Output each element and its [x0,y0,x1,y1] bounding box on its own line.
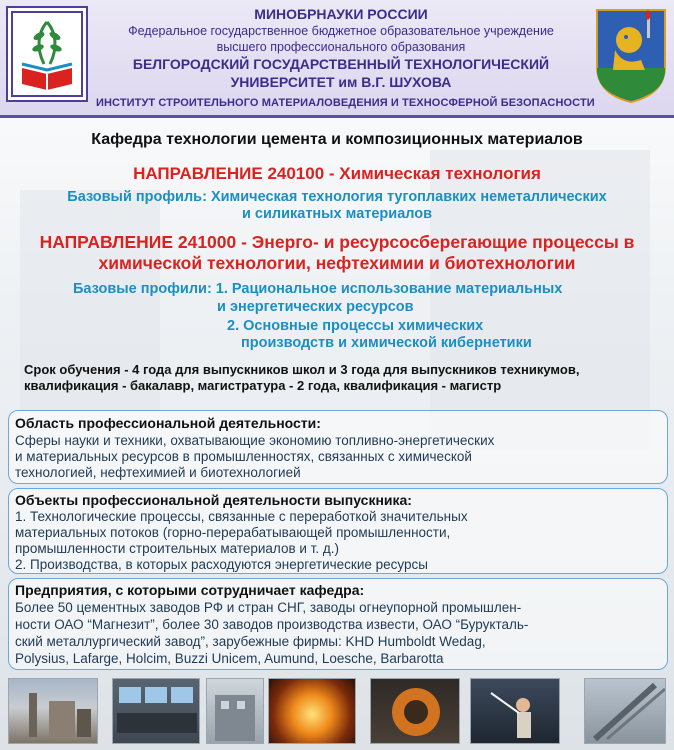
kiln-fire-photo [268,678,356,744]
rotary-kiln-photo [370,678,460,744]
direction-241000-title-line1: НАПРАВЛЕНИЕ 241000 - Энерго- и ресурсосберегающие процессы в [39,232,635,252]
panel-line: материальных потоков (горно-перерабатывающей промышленности, [15,525,451,540]
ministry-name: МИНОБРНАУКИ РОССИИ [254,6,428,22]
direction-241000-title-line2: химической технологии, нефтехимии и биотехнологии [98,253,576,273]
open-book-laurel-logo-icon [6,6,88,102]
panel-line: ский металлургический завод”, зарубежные фирмы: KHD Humboldt Wedag, [15,634,486,649]
university-name-line1: БЕЛГОРОДСКИЙ ГОСУДАРСТВЕННЫЙ ТЕХНОЛОГИЧЕСКИЙ [132,56,550,72]
study-duration-line1: Срок обучения - 4 года для выпускников школ и 3 года для выпускников техникумов, [24,362,580,377]
direction-240100-profile-line2: и силикатных материалов [241,206,433,222]
direction-241000-profile-line2: и энергетических ресурсов [217,299,414,315]
panel-line: технологией, нефтехимией и биотехнологией [15,465,301,480]
direction-241000-profile-line4: производств и химической кибернетики [241,335,532,351]
study-duration-line2: квалификация - бакалавр, магистратура - 2 года, квалификация - магистр [24,378,502,393]
institution-type-line1: Федеральное государственное бюджетное образовательное учреждение [128,24,554,38]
partner-enterprises-panel [8,578,668,670]
panel-line: и материальных ресурсов в промышленностях, связанных с химической [15,449,472,464]
control-room-photo [112,678,200,744]
cement-plant-photo [8,678,98,744]
panel-title: Область профессиональной деятельности: [15,415,321,431]
direction-240100-profile-line1: Базовый профиль: Химическая технология тугоплавких неметаллических [67,189,607,205]
panel-title: Объекты профессиональной деятельности выпускника: [15,492,412,508]
panel-title: Предприятия, с которыми сотрудничает кафедра: [15,582,365,598]
industrial-building-photo [206,678,264,744]
panel-line: Более 50 цементных заводов РФ и стран СНГ, заводы огнеупорной промышлен- [15,600,522,615]
institution-type-line2: высшего профессионального образования [216,40,466,54]
lion-coat-of-arms-icon [593,6,669,104]
direction-241000-profile-line1: Базовые профили: 1. Рациональное использование материальных [73,281,563,297]
department-title: Кафедра технологии цемента и композиционных материалов [91,131,583,148]
panel-line: ности ОАО “Магнезит”, более 30 заводов производства извести, ОАО “Бурукталь- [15,617,529,632]
institute-name: ИНСТИТУТ СТРОИТЕЛЬНОГО МАТЕРИАЛОВЕДЕНИЯ И ТЕХНОСФЕРНОЙ БЕЗОПАСНОСТИ [96,97,595,109]
conveyor-photo [584,678,666,744]
panel-line: 2. Производства, в которых расходуются энергетические ресурсы [15,557,428,572]
worker-measuring-photo [470,678,560,744]
university-name-line2: УНИВЕРСИТЕТ им В.Г. ШУХОВА [230,74,452,90]
panel-line: 1. Технологические процессы, связанные с переработкой значительных [15,509,468,524]
background-building [20,190,160,410]
professional-field-panel [8,410,668,484]
professional-objects-panel [8,488,668,574]
panel-line: промышленности строительных материалов и т. д.) [15,541,339,556]
direction-241000-profile-line3: 2. Основные процессы химических [227,318,484,334]
panel-line: Polysius, Lafarge, Holcim, Buzzi Unicem, Aumund, Loesche, Barbarotta [15,651,444,666]
direction-240100-title: НАПРАВЛЕНИЕ 240100 - Химическая технология [133,164,541,183]
header-banner [0,0,674,118]
panel-line: Сферы науки и техники, охватывающие экономию топливно-энергетических [15,433,495,448]
